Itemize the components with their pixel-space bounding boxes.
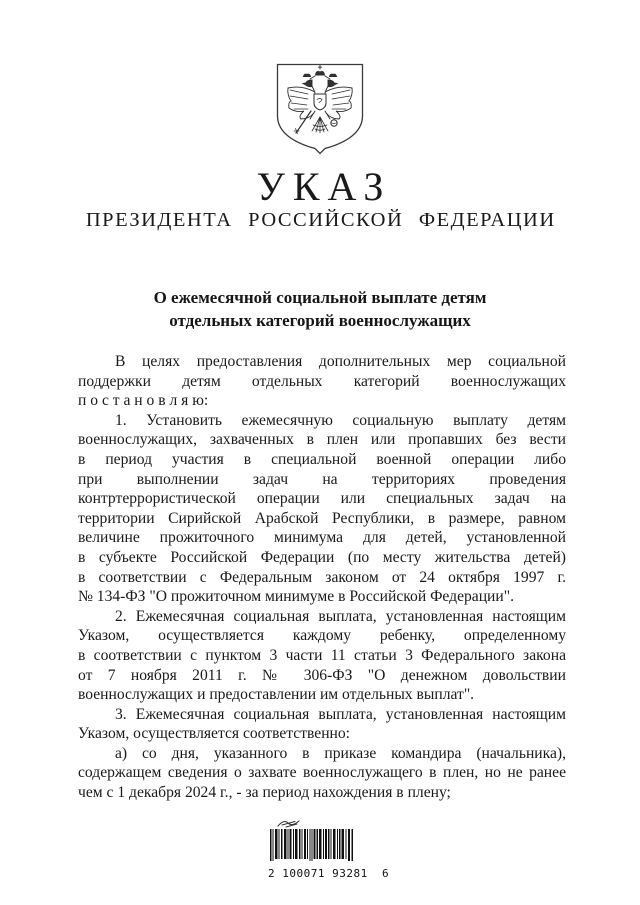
barcode <box>268 829 390 880</box>
body-line: чем с 1 декабря 2024 г., - за период нахождения в плену; <box>78 784 451 802</box>
body-line: п о с т а н о в л я ю: <box>78 392 209 410</box>
body-line: № 134-ФЗ "О прожиточном минимуме в Российской Федерации". <box>78 588 515 606</box>
body-paragraph <box>78 607 566 705</box>
body-paragraph <box>78 744 566 803</box>
body-line: в период участия в специальной военной операции либо <box>78 450 566 468</box>
body-line: 2. Ежемесячная социальная выплата, установленная настоящим <box>115 607 566 625</box>
body-line: Указом, осуществляется соответственно: <box>78 725 351 743</box>
decree-title: УКАЗ <box>256 164 392 209</box>
barcode-bars <box>270 829 354 861</box>
body-line: в субъекте Российской Федерации (по месту жительства детей) <box>78 548 566 566</box>
body-line: военнослужащих, захваченных в плен или пропавших без вести <box>78 431 566 449</box>
barcode-digits: 2 100071 93281 6 <box>268 867 390 880</box>
handwritten-mark-icon <box>276 816 302 829</box>
body-line: а) со дня, указанного в приказе командира (начальника), <box>115 744 566 762</box>
body-line: Указом, осуществляется каждому ребенку, определенному <box>78 627 566 645</box>
body-paragraph <box>78 705 566 744</box>
decree-subject <box>0 287 640 332</box>
coat-of-arms-icon <box>274 61 366 157</box>
decree-issuer: ПРЕЗИДЕНТА РОССИЙСКОЙ ФЕДЕРАЦИИ <box>85 209 556 231</box>
body-line: В целях предоставления дополнительных мер социальной <box>115 353 566 370</box>
decree-subject-line: отдельных категорий военнослужащих <box>169 310 471 330</box>
body-line: в соответствии с пунктом 3 части 11 статьи 3 Федерального закона <box>78 646 566 664</box>
body-line: 3. Ежемесячная социальная выплата, установленная настоящим <box>115 705 566 723</box>
decree-body <box>78 352 566 803</box>
body-line: военнослужащих и предоставлении им отдельных выплат". <box>78 686 475 704</box>
body-line: поддержки детям отдельных категорий военнослужащих <box>78 372 566 390</box>
decree-subject-line: О ежемесячной социальной выплате детям <box>153 288 487 307</box>
body-paragraph <box>78 352 566 411</box>
body-line: содержащем сведения о захвате военнослужащего в плен, но не ранее <box>78 764 566 782</box>
body-line: от 7 ноября 2011 г. № 306-ФЗ "О денежном довольствии <box>78 666 566 684</box>
body-line: в соответствии с Федеральным законом от 24 октября 1997 г. <box>78 568 566 586</box>
body-line: контртеррористической операции или специальных задач на <box>78 490 566 508</box>
body-paragraph <box>78 411 566 607</box>
body-line: при выполнении задач на территориях проведения <box>78 470 566 488</box>
body-line: величине прожиточного минимума для детей, установленной <box>78 529 566 547</box>
body-line: 1. Установить ежемесячную социальную выплату детям <box>115 411 566 429</box>
body-line: территории Сирийской Арабской Республики, в размере, равном <box>78 509 566 527</box>
